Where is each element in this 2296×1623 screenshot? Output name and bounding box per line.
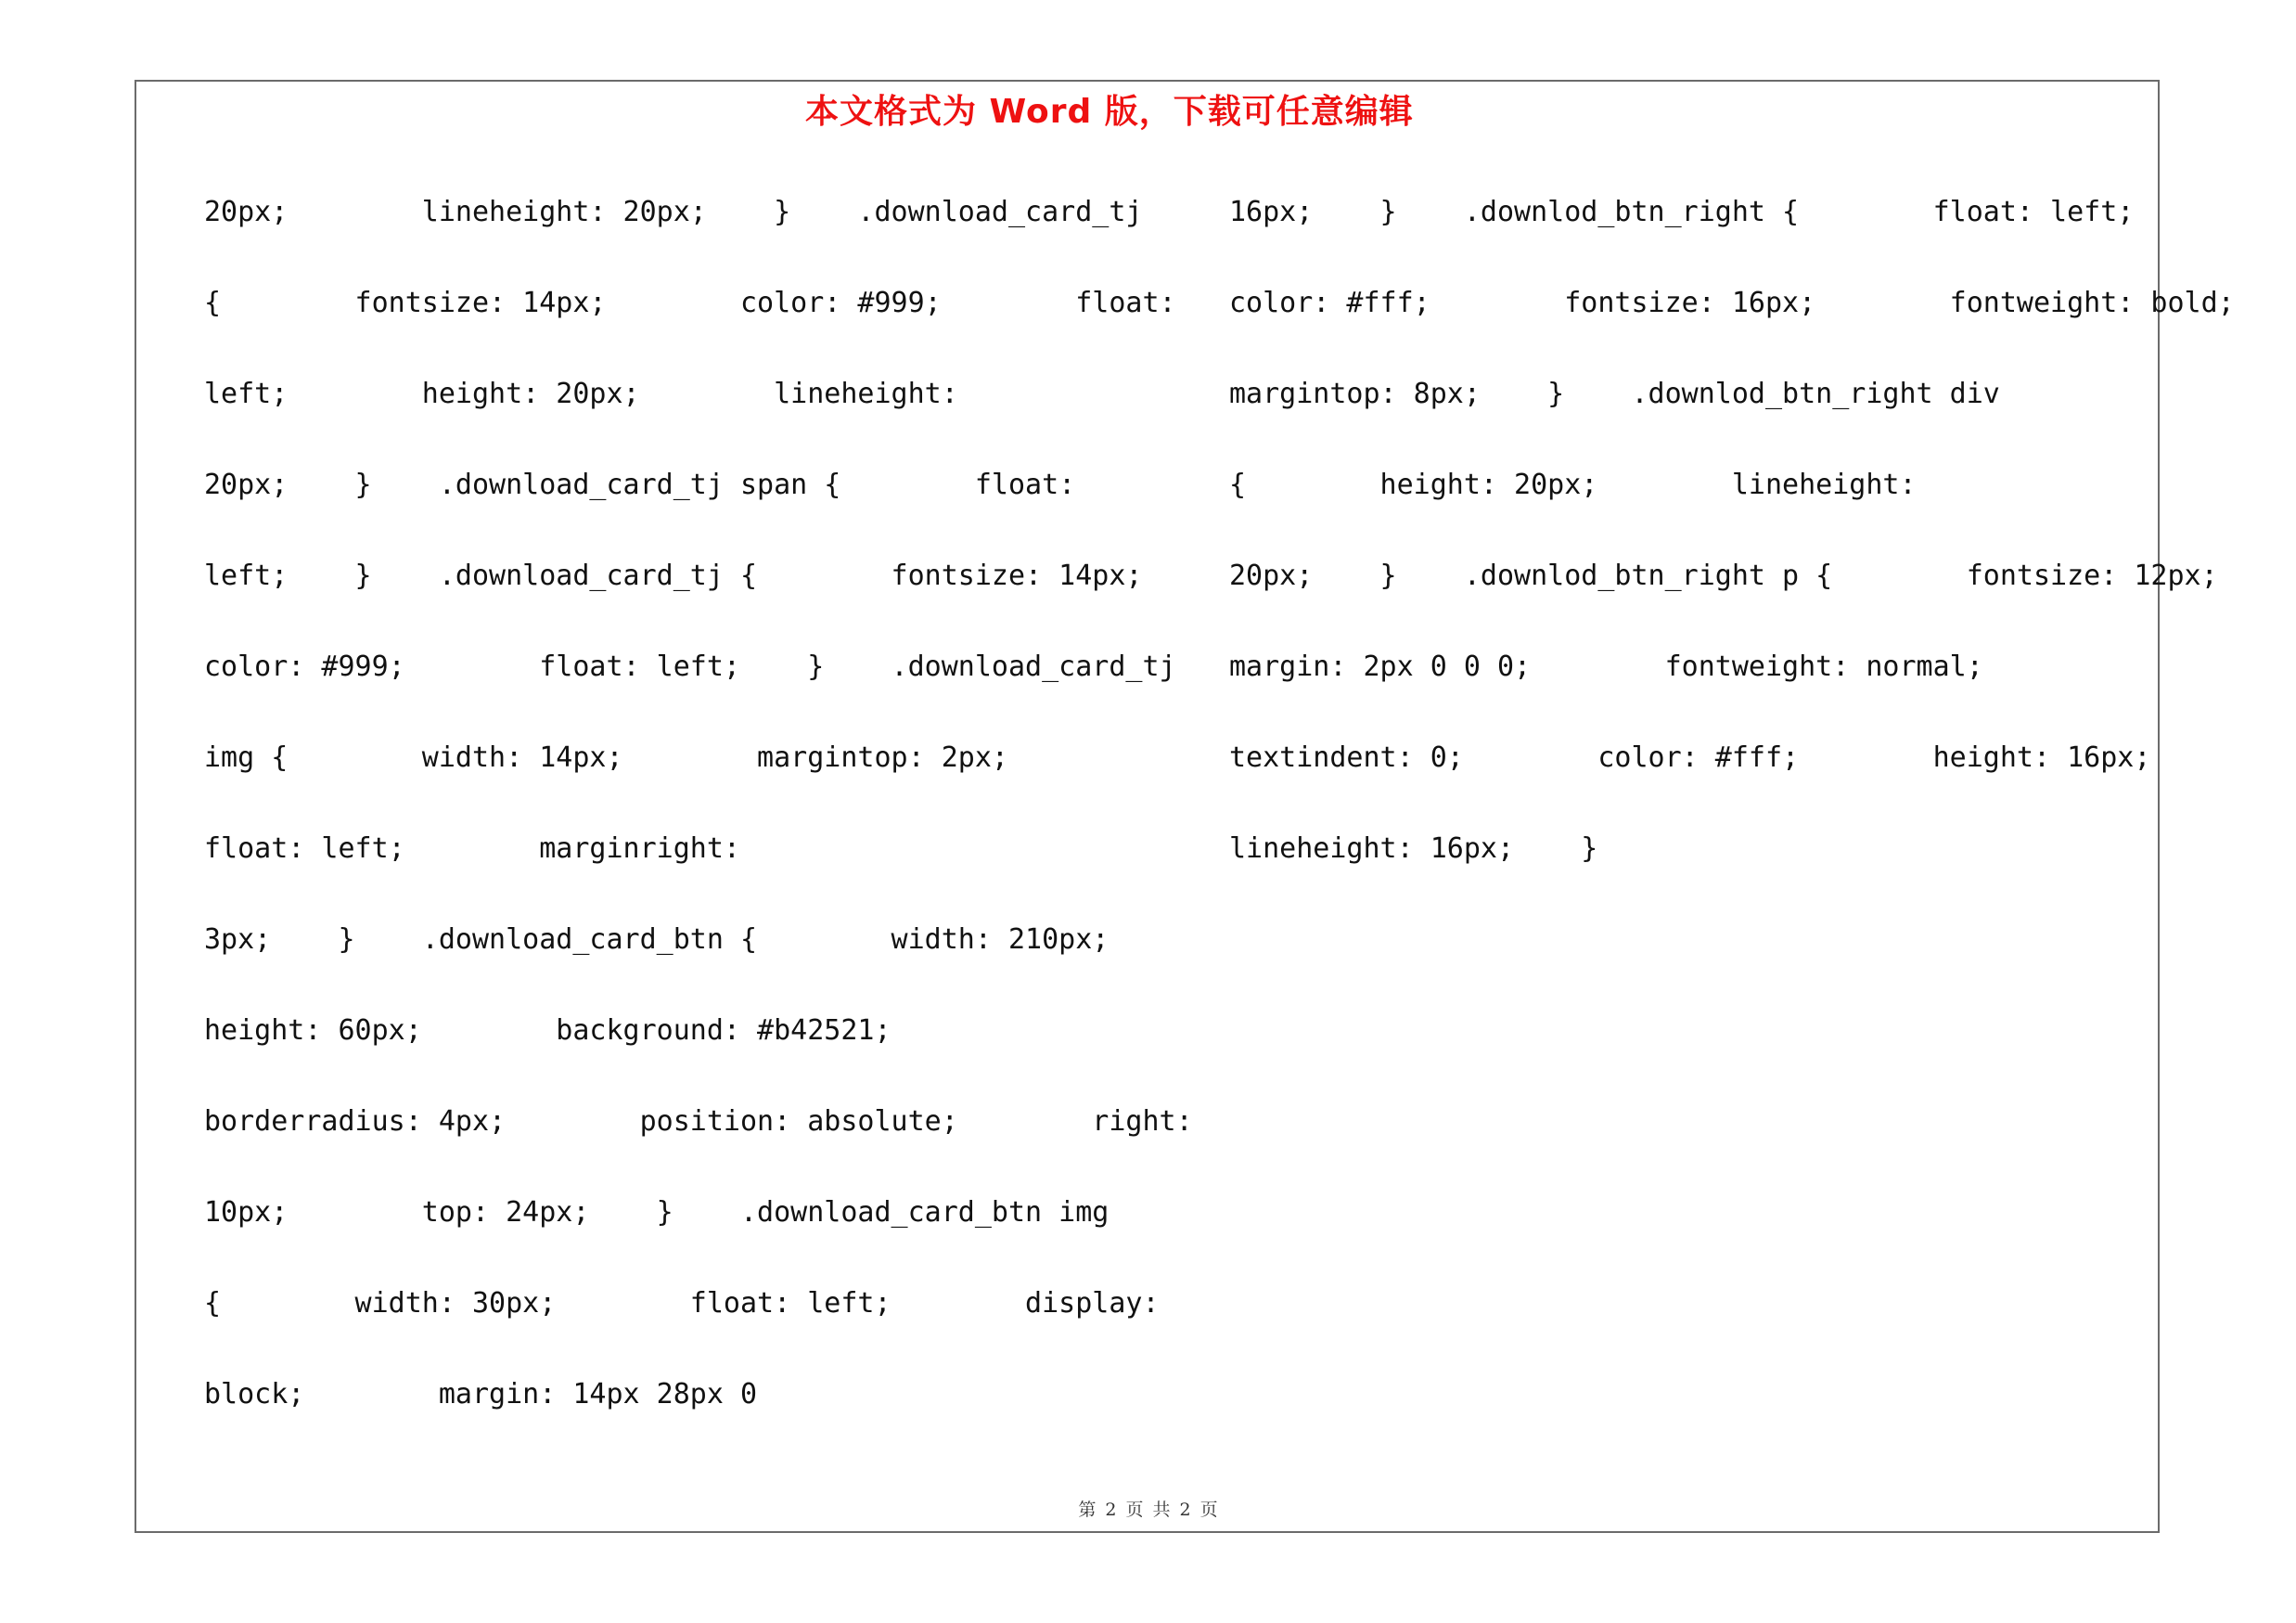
left-line: left; } .download_card_tj { fontsize: 14px; (204, 560, 1143, 592)
left-line: 20px; } .download_card_tj span { float: (204, 469, 1076, 501)
left-line: left; height: 20px; lineheight: (204, 378, 958, 410)
right-line: color: #fff; fontsize: 16px; fontweight: bold; (1229, 287, 2235, 319)
left-line: 3px; } .download_card_btn { width: 210px; (204, 923, 1110, 956)
page-number: 第 2 页 共 2 页 (1078, 1500, 1218, 1520)
left-line: { width: 30px; float: left; display: (204, 1287, 1160, 1320)
right-line: 20px; } .downlod_btn_right p { fontsize: 12px; (1229, 560, 2218, 592)
left-line: block; margin: 14px 28px 0 (204, 1378, 758, 1410)
right-line: { height: 20px; lineheight: (1229, 469, 1917, 501)
right-line: textindent: 0; color: #fff; height: 16px; (1229, 741, 2151, 774)
left-line: height: 60px; background: #b42521; (204, 1014, 891, 1047)
left-line: color: #999; float: left; } .download_card_tj (204, 650, 1176, 683)
left-text-column (204, 186, 1193, 1459)
left-line: float: left; marginright: (204, 832, 740, 865)
left-line: 10px; top: 24px; } .download_card_btn img (204, 1196, 1110, 1229)
left-line: 20px; lineheight: 20px; } .download_card_tj (204, 196, 1143, 228)
right-line: margin: 2px 0 0 0; fontweight: normal; (1229, 650, 1983, 683)
right-line: 16px; } .downlod_btn_right { float: left; (1229, 196, 2135, 228)
right-text-column (1229, 186, 2235, 913)
left-line: borderradius: 4px; position: absolute; right: (204, 1105, 1193, 1138)
right-line: margintop: 8px; } .downlod_btn_right div (1229, 378, 2000, 410)
left-line: img { width: 14px; margintop: 2px; (204, 741, 1008, 774)
right-line: lineheight: 16px; } (1229, 832, 1598, 865)
header-banner: 本文格式为 Word 版，下载可任意编辑 (805, 93, 1414, 131)
left-line: { fontsize: 14px; color: #999; float: (204, 287, 1176, 319)
